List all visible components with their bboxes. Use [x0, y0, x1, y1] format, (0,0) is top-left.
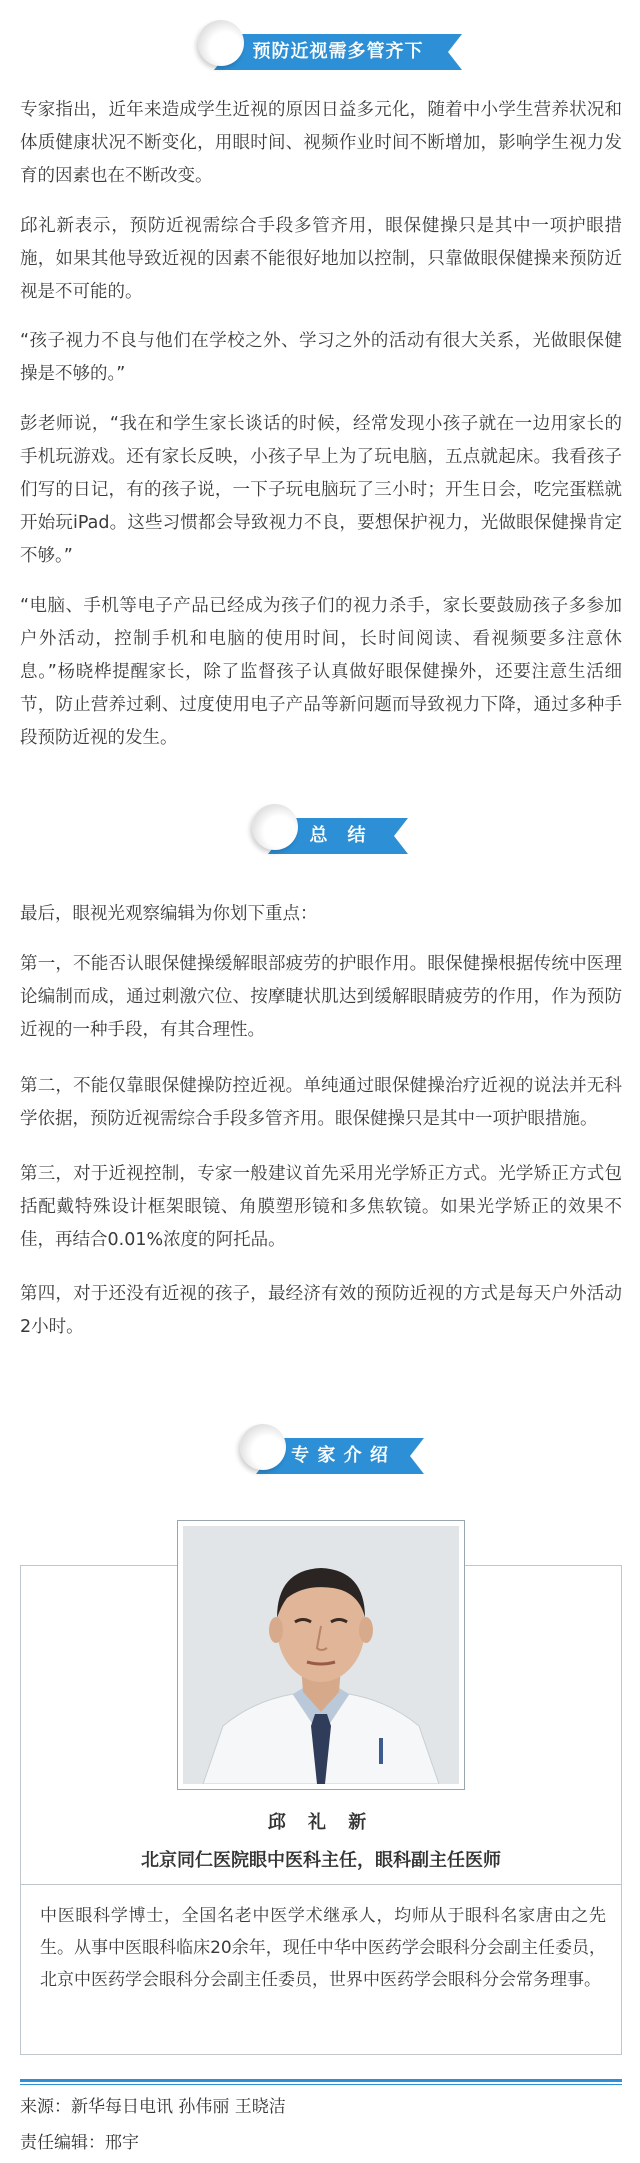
section-banner-expert [0, 1420, 640, 1484]
paragraph: 第四，对于还没有近视的孩子，最经济有效的预防近视的方式是每天户外活动2小时。 [20, 1284, 622, 1337]
paragraph: 第三，对于近视控制，专家一般建议首先采用光学矫正方式。光学矫正方式包括配戴特殊设计框架眼镜、角膜塑形镜和多焦软镜。如果光学矫正的效果不佳，再结合0.01%浓度的阿托品。 [20, 1164, 622, 1250]
paragraph: 第一，不能否认眼保健操缓解眼部疲劳的护眼作用。眼保健操根据传统中医理论编制而成，通过刺激穴位、按摩睫状肌达到缓解眼睛疲劳的作用，作为预防近视的一种手段，有其合理性。 [20, 954, 622, 1040]
paragraph: “电脑、手机等电子产品已经成为孩子们的视力杀手，家长要鼓励孩子多参加户外活动，控制手机和电脑的使用时间，长时间阅读、看视频要多注意休息。”杨晓桦提醒家长，除了监督孩子认真做好眼保健操外，还要注意生活细节，防止营养过剩、过度使用电子产品等新问题而导致视力下降，通过多种手段预防近视的发生。 [20, 596, 622, 748]
page-curl-decoration [198, 20, 244, 66]
page-curl-decoration [240, 1424, 286, 1470]
expert-name: 邱 礼 新 [267, 1812, 375, 1833]
divider [20, 1884, 622, 1885]
section-heading: 专 家 介 绍 [270, 1438, 410, 1474]
source-credit: 来源：新华每日电讯 孙伟丽 王晓洁 [20, 2097, 286, 2117]
paragraph: 邱礼新表示，预防近视需综合手段多管齐用，眼保健操只是其中一项护眼措施，如果其他导致近视的因素不能很好地加以控制，只靠做眼保健操来预防近视是不可能的。 [20, 216, 622, 302]
expert-title: 北京同仁医院眼中医科主任，眼科副主任医师 [141, 1850, 501, 1871]
paragraph: “孩子视力不良与他们在学校之外、学习之外的活动有很大关系，光做眼保健操是不够的。” [20, 331, 622, 384]
expert-photo [177, 1520, 465, 1790]
footer-divider-thin [20, 2084, 622, 2085]
paragraph: 最后，眼视光观察编辑为你划下重点： [20, 904, 318, 924]
paragraph: 第二，不能仅靠眼保健操防控近视。单纯通过眼保健操治疗近视的说法并无科学依据，预防近视需综合手段多管齐用。眼保健操只是其中一项护眼措施。 [20, 1076, 622, 1129]
editor-credit: 责任编辑：邢宇 [20, 2133, 139, 2153]
portrait-image [183, 1526, 459, 1784]
section-banner-prevention [0, 16, 640, 80]
footer-divider [20, 2079, 622, 2082]
paragraph: 彭老师说，“我在和学生家长谈话的时候，经常发现小孩子就在一边用家长的手机玩游戏。还有家长反映，小孩子早上为了玩电脑，五点就起床。我看孩子们写的日记，有的孩子说，一下子玩电脑玩了三小时；开生日会，吃完蛋糕就开始玩iPad。这些习惯都会导致视力不良，要想保护视力，光做眼保健操肯定不够。” [20, 414, 622, 566]
section-heading: 总 结 [282, 818, 394, 854]
expert-bio: 中医眼科学博士，全国名老中医学术继承人，均师从于眼科名家唐由之先生。从事中医眼科临床20余年，现任中华中医药学会眼科分会副主任委员，北京中医药学会眼科分会副主任委员，世界中医药学会眼科分会常务理事。 [40, 1906, 606, 1990]
paragraph: 专家指出，近年来造成学生近视的原因日益多元化，随着中小学生营养状况和体质健康状况不断变化，用眼时间、视频作业时间不断增加，影响学生视力发育的因素也在不断改变。 [20, 100, 622, 186]
page-curl-decoration [252, 804, 298, 850]
section-banner-summary [0, 800, 640, 864]
section-heading: 预防近视需多管齐下 [228, 34, 448, 70]
